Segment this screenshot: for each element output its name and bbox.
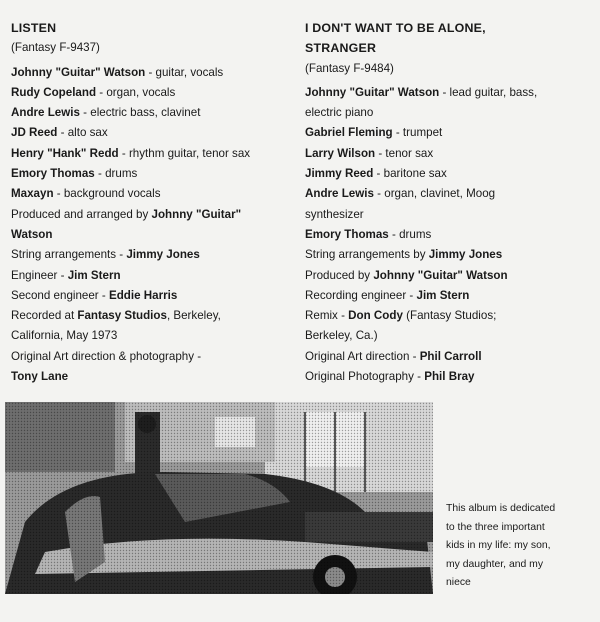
credit-line bbox=[305, 266, 595, 286]
credit-line bbox=[305, 367, 595, 387]
credit-line bbox=[11, 326, 296, 346]
credit-text: synthesizer bbox=[305, 207, 364, 221]
credit-line bbox=[11, 306, 296, 326]
dedication-text bbox=[446, 500, 596, 593]
credit-line bbox=[305, 326, 595, 346]
credit-line bbox=[305, 123, 595, 143]
album-title-stranger-line1: I DON'T WANT TO BE ALONE, bbox=[305, 21, 486, 35]
credit-text: Second engineer - bbox=[11, 288, 109, 302]
credit-name: Henry "Hank" Redd bbox=[11, 146, 119, 160]
credit-text: Recorded at bbox=[11, 309, 78, 323]
credit-name: Maxayn bbox=[11, 187, 54, 201]
credit-line bbox=[11, 266, 296, 286]
credit-text: Original Art direction - bbox=[305, 349, 420, 363]
credit-name: Johnny "Guitar" Watson bbox=[305, 85, 440, 99]
credit-name: Phil Bray bbox=[424, 370, 475, 384]
credit-text: electric piano bbox=[305, 106, 374, 120]
dedication-line: my daughter, and my bbox=[446, 558, 544, 570]
credit-text: - organ, vocals bbox=[96, 85, 176, 99]
credit-line bbox=[11, 184, 296, 204]
listen-credits bbox=[11, 18, 296, 387]
credit-name: Jim Stern bbox=[416, 288, 470, 302]
credit-text: - background vocals bbox=[53, 187, 161, 201]
credit-text: String arrangements - bbox=[11, 248, 127, 262]
credit-name: Jimmy Jones bbox=[428, 248, 503, 262]
credit-line bbox=[11, 205, 296, 225]
credit-name: JD Reed bbox=[11, 126, 58, 140]
stranger-credits bbox=[305, 18, 595, 387]
credit-text: Original Photography - bbox=[305, 370, 425, 384]
credit-name: Fantasy Studios bbox=[77, 309, 167, 323]
catalog-number-stranger: (Fantasy F-9484) bbox=[305, 61, 394, 75]
credit-text: - drums bbox=[94, 167, 138, 181]
credit-line bbox=[11, 286, 296, 306]
credit-name: Phil Carroll bbox=[419, 349, 482, 363]
credit-line bbox=[11, 245, 296, 265]
credit-name: Emory Thomas bbox=[11, 167, 95, 181]
credit-text: Engineer - bbox=[11, 268, 68, 282]
credit-text: Recording engineer - bbox=[305, 288, 417, 302]
credit-line bbox=[305, 306, 595, 326]
credit-line bbox=[305, 286, 595, 306]
credit-text: - lead guitar, bass, bbox=[439, 85, 538, 99]
credit-line bbox=[11, 103, 296, 123]
credit-line bbox=[11, 83, 296, 103]
credit-name: Watson bbox=[11, 227, 53, 241]
credit-line bbox=[305, 245, 595, 265]
credit-line bbox=[305, 347, 595, 367]
credit-name: Johnny "Guitar" Watson bbox=[11, 65, 146, 79]
credit-name: Don Cody bbox=[348, 309, 403, 323]
credit-line bbox=[11, 164, 296, 184]
credit-text: , Berkeley, bbox=[166, 309, 221, 323]
car-photograph bbox=[5, 402, 433, 594]
credit-line bbox=[305, 205, 595, 225]
credit-name: Tony Lane bbox=[11, 370, 69, 384]
credit-name: Johnny "Guitar" Watson bbox=[373, 268, 508, 282]
credit-line bbox=[305, 144, 595, 164]
credit-text: String arrangements by bbox=[305, 248, 429, 262]
credit-text: - tenor sax bbox=[375, 146, 434, 160]
credit-text: - guitar, vocals bbox=[145, 65, 224, 79]
credit-line bbox=[305, 83, 595, 103]
credit-name: Eddie Harris bbox=[108, 288, 178, 302]
credit-text: Remix - bbox=[305, 309, 349, 323]
credit-line bbox=[305, 103, 595, 123]
credit-line bbox=[11, 144, 296, 164]
credit-text: - alto sax bbox=[57, 126, 108, 140]
credit-name: Jimmy Jones bbox=[126, 248, 200, 262]
credit-text: Produced by bbox=[305, 268, 374, 282]
catalog-number-listen: (Fantasy F-9437) bbox=[11, 41, 100, 55]
dedication-line: to the three important bbox=[446, 521, 545, 533]
credit-line bbox=[305, 225, 595, 245]
credit-line bbox=[305, 164, 595, 184]
credit-name: Gabriel Fleming bbox=[305, 126, 393, 140]
credit-list-stranger bbox=[305, 83, 595, 387]
dedication-line: This album is dedicated bbox=[446, 503, 556, 514]
album-title-listen: LISTEN bbox=[11, 21, 57, 35]
credit-name: Andre Lewis bbox=[305, 187, 374, 201]
credit-line bbox=[11, 367, 296, 387]
credit-text: (Fantasy Studios; bbox=[402, 309, 497, 323]
credit-name: Rudy Copeland bbox=[11, 85, 97, 99]
credit-text: Original Art direction & photography - bbox=[11, 349, 202, 363]
credit-name: Jimmy Reed bbox=[305, 167, 374, 181]
credit-line bbox=[305, 184, 595, 204]
credit-name: Jim Stern bbox=[67, 268, 121, 282]
credit-name: Larry Wilson bbox=[305, 146, 376, 160]
credit-text: Berkeley, Ca.) bbox=[305, 329, 378, 343]
credit-line bbox=[11, 63, 296, 83]
credit-name: Johnny "Guitar" bbox=[151, 207, 242, 221]
credit-name: Andre Lewis bbox=[11, 106, 80, 120]
credit-text: - electric bass, clavinet bbox=[79, 106, 201, 120]
album-title-stranger-line2: STRANGER bbox=[305, 41, 377, 56]
credit-line bbox=[11, 347, 296, 367]
credit-line bbox=[11, 123, 296, 143]
dedication-line: kids in my life: my son, bbox=[446, 540, 551, 552]
credit-text: - drums bbox=[388, 227, 432, 241]
credit-text: - organ, clavinet, Moog bbox=[373, 187, 496, 201]
dedication-line: niece bbox=[446, 577, 471, 589]
credit-name: Emory Thomas bbox=[305, 227, 389, 241]
credit-text: - rhythm guitar, tenor sax bbox=[118, 146, 251, 160]
credit-line bbox=[11, 225, 296, 245]
credit-text: Produced and arranged by bbox=[11, 207, 152, 221]
credit-list-listen bbox=[11, 63, 296, 388]
credit-text: - baritone sax bbox=[373, 167, 447, 181]
credit-text: California, May 1973 bbox=[11, 329, 118, 343]
credit-text: - trumpet bbox=[392, 126, 443, 140]
